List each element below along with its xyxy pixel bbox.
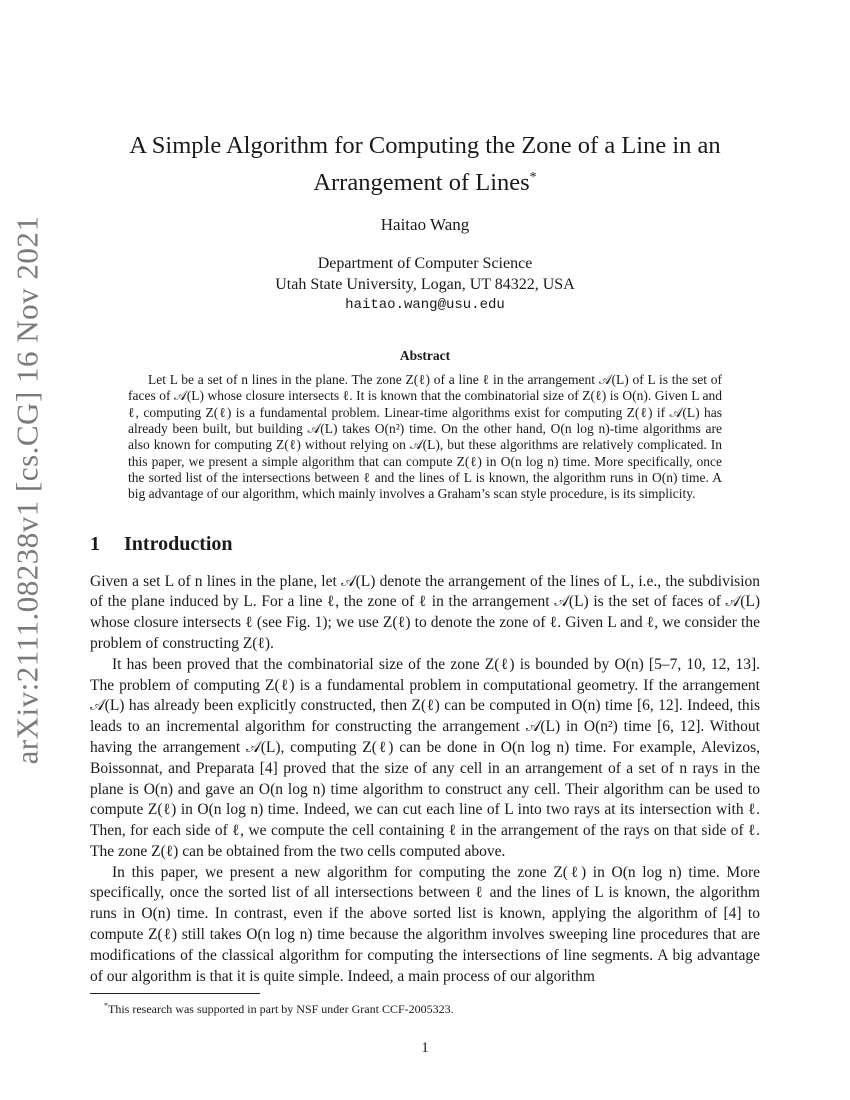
arxiv-id-text: arXiv:2111.08238v1 [cs.CG] 16 Nov 2021: [9, 215, 45, 765]
section-heading: [90, 533, 760, 556]
author-email[interactable]: haitao.wang@usu.edu: [345, 297, 505, 314]
intro-paragraph-2: It has been proved that the combinatorial size of the zone Z(ℓ) is bounded by O(n) [5–7, 10, 12, 13]. The problem of computing Z(ℓ) is a fundamental problem in computational geometry. If the arrangement 𝒜(L) has already been explicitly constructed, then Z(ℓ) can be computed in O(n) time [6, 12]. Indeed, this leads to an incremental algorithm for constructing the arrangement 𝒜(L) in O(n²) time [6, 12]. Without having the arrangement 𝒜(L), computing Z(ℓ) can be done in O(n log n) time. For example, Alevizos, Boissonnat, and Preparata [4] proved that the size of any cell in an arrangement of a set of n rays in the plane is O(n) and gave an O(n log n) time algorithm to construct any cell. Their algorithm can be used to compute Z(ℓ) in O(n log n) time. Indeed, we can cut each line of L into two rays at its intersection with ℓ. Then, for each side of ℓ, we compute the cell containing ℓ in the arrangement of the rays on that side of ℓ. The zone Z(ℓ) can be obtained from the two cells computed above.: [90, 655, 760, 860]
intro-paragraph-3: In this paper, we present a new algorithm for computing the zone Z(ℓ) in O(n log n) time. More specifically, once the sorted list of all intersections between ℓ and the lines of L is known, the algorithm runs in O(n) time. In contrast, even if the above sorted list is known, applying the algorithm of [4] to compute Z(ℓ) still takes O(n log n) time because the algorithm involves sweeping line procedures that are modifications of the classical algorithm for computing the intersections of line segments. A big advantage of our algorithm is that it is quite simple. Indeed, a main process of our algorithm: [90, 863, 760, 985]
affiliation-university: Utah State University, Logan, UT 84322, USA: [275, 276, 575, 294]
title-line-1: A Simple Algorithm for Computing the Zone of a Line in an: [129, 132, 721, 159]
abstract-heading: Abstract: [399, 348, 451, 364]
page-number: 1: [421, 1040, 429, 1056]
title-footnote-mark: *: [529, 170, 537, 185]
footnote-divider: [90, 993, 260, 994]
section-number: 1: [90, 532, 100, 555]
footnote-mark: *: [104, 1001, 108, 1011]
affiliation: [90, 253, 760, 316]
arxiv-identifier: [4, 215, 50, 765]
paper-title: [90, 130, 760, 199]
intro-paragraph-1: Given a set L of n lines in the plane, let 𝒜(L) denote the arrangement of the lines of L, i.e., the subdivision of the plane induced by L. For a line ℓ, the zone of ℓ in the arrangement 𝒜(L) is the set of faces of 𝒜(L) whose closure intersects ℓ (see Fig. 1); we use Z(ℓ) to denote the zone of ℓ. Given L and ℓ, we consider the problem of constructing Z(ℓ).: [90, 572, 760, 652]
footnote-text: This research was supported in part by NSF under Grant CCF-2005323.: [108, 1002, 454, 1017]
paper-page: [90, 130, 760, 1017]
affiliation-department: Department of Computer Science: [317, 255, 533, 273]
title-line-2: Arrangement of Lines: [313, 169, 530, 197]
section-title: Introduction: [124, 532, 233, 555]
footnote: [90, 998, 760, 1017]
abstract-body: Let L be a set of n lines in the plane. The zone Z(ℓ) of a line ℓ in the arrangement 𝒜(L) of L is the set of faces of 𝒜(L) whose closure intersects ℓ. It is known that the combinatorial size of Z(ℓ) is O(n). Given L and ℓ, computing Z(ℓ) is a fundamental problem. Linear-time algorithms exist for computing Z(ℓ) if 𝒜(L) has already been built, but building 𝒜(L) takes O(n²) time. On the other hand, O(n log n)-time algorithms are also known for computing Z(ℓ) without relying on 𝒜(L), but these algorithms are relatively complicated. In this paper, we present a simple algorithm that can compute Z(ℓ) in O(n log n) time. More specifically, once the sorted list of the intersections between ℓ and the lines of L is known, the algorithm runs in O(n) time. A big advantage of our algorithm, which mainly involves a Graham’s scan style procedure, is its simplicity.: [128, 372, 722, 502]
author-name: Haitao Wang: [380, 215, 470, 235]
